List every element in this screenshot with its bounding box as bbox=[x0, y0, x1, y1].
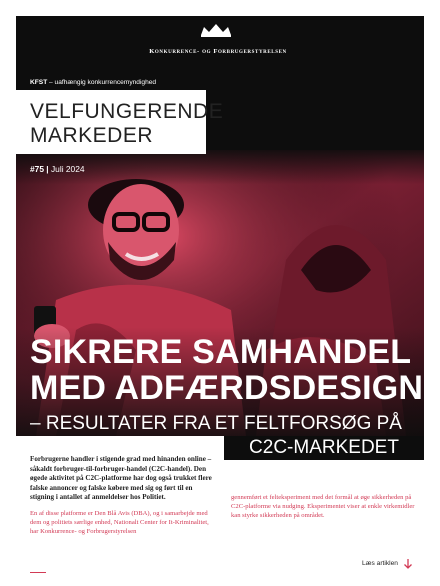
tagline-text: – uafhængig konkurrencemyndighed bbox=[47, 79, 157, 86]
left-column bbox=[30, 455, 215, 537]
intro-paragraph: Forbrugerne handler i stigende grad med hinanden online – såkaldt forbruger-til-forbruger-handel (C2C-handel). Den øgede aktivitet på C2C-platforme har dog også trukket flere falske annoncer og falske købere med sig og ført til en stigning i antallet af anmeldelser hos Politiet. bbox=[30, 455, 212, 502]
tagline bbox=[30, 79, 156, 86]
subheadline-line-2: C2C-MARKEDET bbox=[224, 436, 424, 460]
left-body-text: En af disse platforme er Den Blå Avis (DBA), og i samarbejde med dem og politiets særlige enhed, Nationalt Center for It-Kriminalitet, har Konkurrence- og Forbrugerstyrelsen bbox=[30, 509, 209, 536]
series-title-line-2: MARKEDER bbox=[30, 124, 154, 147]
tagline-abbr: KFST bbox=[30, 79, 48, 86]
right-body-text: gennemført et felteksperiment med det formål at øge sikkerheden på C2C-platforme via nudging. Eksperimentet viser at enkle virkemidler kan styrke sikkerheden på området. bbox=[231, 494, 415, 520]
arrow-down-icon[interactable] bbox=[403, 558, 413, 570]
series-title-box bbox=[16, 90, 224, 154]
headline-line-1: SIKRERE SAMHANDEL bbox=[30, 333, 412, 371]
issue-date: Juli 2024 bbox=[50, 164, 85, 174]
accent-rule bbox=[30, 572, 46, 573]
agency-name: Konkurrence- og Forbrugerstyrelsen bbox=[149, 48, 287, 55]
issue-number: #75 bbox=[30, 164, 44, 174]
issue-info bbox=[30, 164, 85, 174]
subheadline-line-1: – RESULTATER FRA ET FELTFORSØG PÅ bbox=[30, 413, 402, 434]
issue-separator: | bbox=[43, 164, 51, 174]
headline bbox=[30, 334, 422, 406]
series-title-line-1: VELFUNGERENDE bbox=[30, 100, 224, 123]
crown-icon bbox=[197, 22, 235, 38]
right-column bbox=[231, 493, 417, 521]
read-article-link[interactable]: Læs artiklen bbox=[362, 560, 398, 567]
white-panel bbox=[16, 436, 216, 456]
headline-line-2: MED ADFÆRDSDESIGN bbox=[30, 369, 424, 407]
